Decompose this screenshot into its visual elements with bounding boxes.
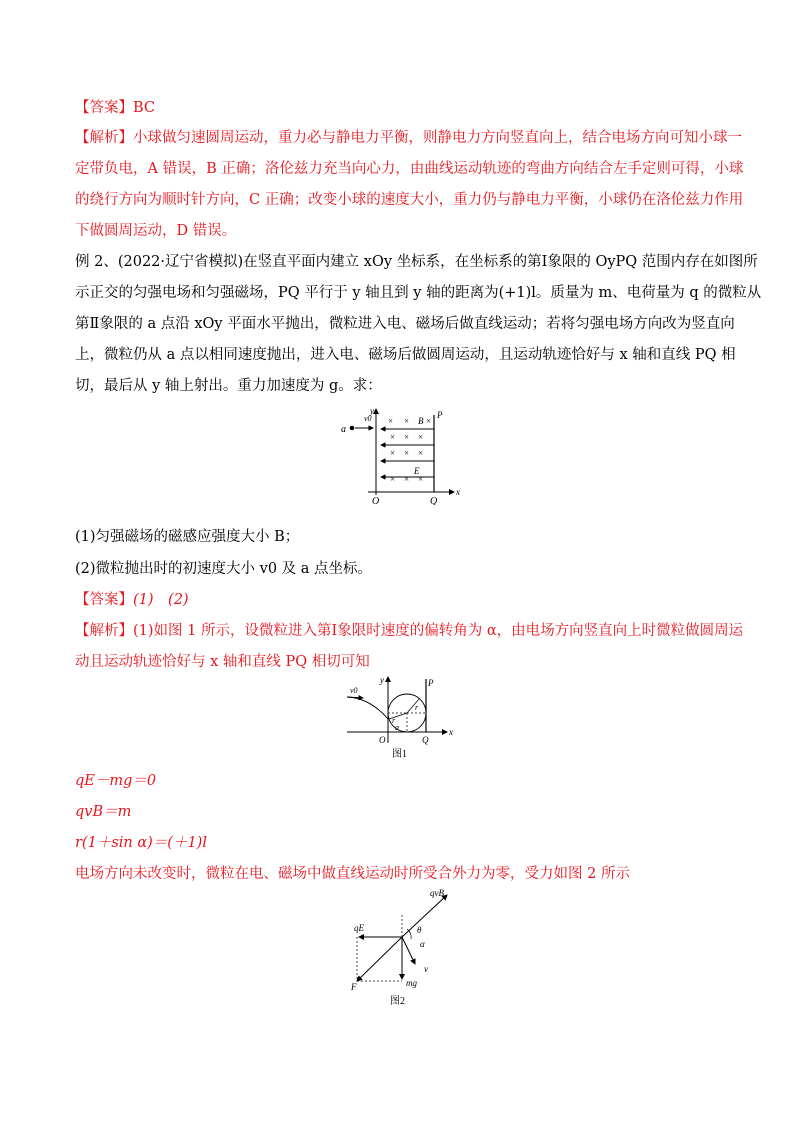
answer-2 [75, 590, 725, 610]
cross-mark: × [418, 474, 424, 484]
label-v0: v0 [364, 414, 372, 423]
cross-mark: × [390, 448, 396, 458]
label-qvB: qvB [430, 888, 444, 898]
analysis-2-line-2: 动且运动轨迹恰好与 x 轴和直线 PQ 相切可知 [75, 654, 370, 670]
label-theta: θ [417, 925, 422, 935]
analysis-1-line-2: 定带负电，A 错误，B 正确；洛伦兹力充当向心力，由曲线运动轨迹的弯曲方向结合左手定则可得，小球 [75, 161, 744, 177]
label-E: E [414, 466, 420, 476]
point-a [350, 426, 355, 431]
cross-mark: × [390, 474, 396, 484]
equation-3: r(1＋sin α)＝(＋1)l [75, 835, 207, 851]
cross-mark: × [404, 474, 410, 484]
example-2-line-1: 例 2、(2022·辽宁省模拟)在竖直平面内建立 xOy 坐标系，在坐标系的第Ⅰ象限的 OyPQ 范围内存在如图所 [75, 254, 758, 270]
label-y: y [370, 406, 374, 416]
analysis-1-line-1: 【解析】小球做匀速圆周运动，重力必与静电力平衡，则静电力方向竖直向上，结合电场方向可知小球一 [75, 130, 742, 146]
label-Q: Q [422, 735, 429, 745]
question-1: (1)匀强磁场的磁感应强度大小 B； [75, 529, 300, 545]
analysis-2-line-1: 【解析】(1)如图 1 所示，设微粒进入第Ⅰ象限时速度的偏转角为 α，由电场方向竖直向上时微粒做圆周运 [75, 623, 744, 639]
label-a: a [341, 424, 346, 435]
cross-mark: × [404, 448, 410, 458]
answer-1 [75, 98, 725, 118]
example-2-line-4: 上，微粒仍从 a 点以相同速度抛出，进入电、磁场后做圆周运动，且运动轨迹恰好与 x 轴和直线 PQ 相 [75, 347, 736, 363]
label-y: y [380, 675, 384, 685]
field-diagram [330, 405, 470, 505]
label-r-1: r [415, 703, 419, 712]
label-F: F [351, 982, 357, 992]
cross-mark: × [404, 432, 410, 442]
label-x: x [456, 487, 460, 497]
analysis-1-line-4: 下做圆周运动，D 错误。 [75, 223, 237, 239]
example-2-line-3: 第Ⅱ象限的 a 点沿 xOy 平面水平抛出，微粒进入电、磁场后做直线运动；若将匀强电场方向改为竖直向 [75, 316, 735, 332]
label-x: x [449, 727, 453, 737]
label-P: P [437, 410, 443, 420]
label-alpha: α [420, 939, 425, 949]
cross-mark: × [390, 432, 396, 442]
label-O: O [372, 496, 380, 505]
label-alpha: α [395, 723, 400, 732]
answer-value: BC [133, 100, 156, 116]
equation-1: qE－mg＝0 [75, 773, 157, 789]
cross-mark: × [404, 416, 410, 426]
equation-2: qvB＝m [75, 804, 132, 820]
example-2-line-5: 切，最后从 y 轴上射出。重力加速度为 g。求： [75, 378, 382, 394]
figure-1-caption: 图1 [392, 749, 407, 760]
label-v: v [424, 964, 428, 974]
answer-value: (1) (2) [133, 592, 189, 608]
cross-mark: × [418, 432, 424, 442]
label-B: B [418, 416, 424, 426]
label-mg: mg [406, 978, 417, 988]
label-r-2: r [392, 716, 396, 725]
cross-mark: × [388, 416, 394, 426]
answer-label: 【答案】 [75, 100, 133, 116]
label-v0: v0 [350, 686, 358, 695]
analysis-1-line-3: 的绕行方向为顺时针方向，C 正确；改变小球的速度大小，重力仍与静电力平衡，小球仍在洛伦兹力作用 [75, 192, 744, 208]
figure-1 [335, 673, 465, 765]
figure-2 [340, 884, 465, 1014]
label-O: O [379, 735, 386, 745]
label-qE: qE [354, 923, 364, 933]
question-2: (2)微粒抛出时的初速度大小 v0 及 a 点坐标。 [75, 561, 373, 577]
cross-mark: × [426, 416, 432, 426]
analysis-label: 【解析】 [75, 623, 133, 639]
cross-mark: × [418, 448, 424, 458]
answer-label: 【答案】 [75, 592, 133, 608]
analysis-label: 【解析】 [75, 130, 133, 146]
figure-2-caption: 图2 [390, 996, 405, 1007]
label-P: P [428, 678, 434, 688]
note-line: 电场方向未改变时，微粒在电、磁场中做直线运动时所受合外力为零，受力如图 2 所示 [75, 866, 630, 882]
label-Q: Q [430, 496, 438, 505]
example-2-line-2: 示正交的匀强电场和匀强磁场，PQ 平行于 y 轴且到 y 轴的距离为(+1)l。质量为 m、电荷量为 q 的微粒从 [75, 285, 762, 301]
